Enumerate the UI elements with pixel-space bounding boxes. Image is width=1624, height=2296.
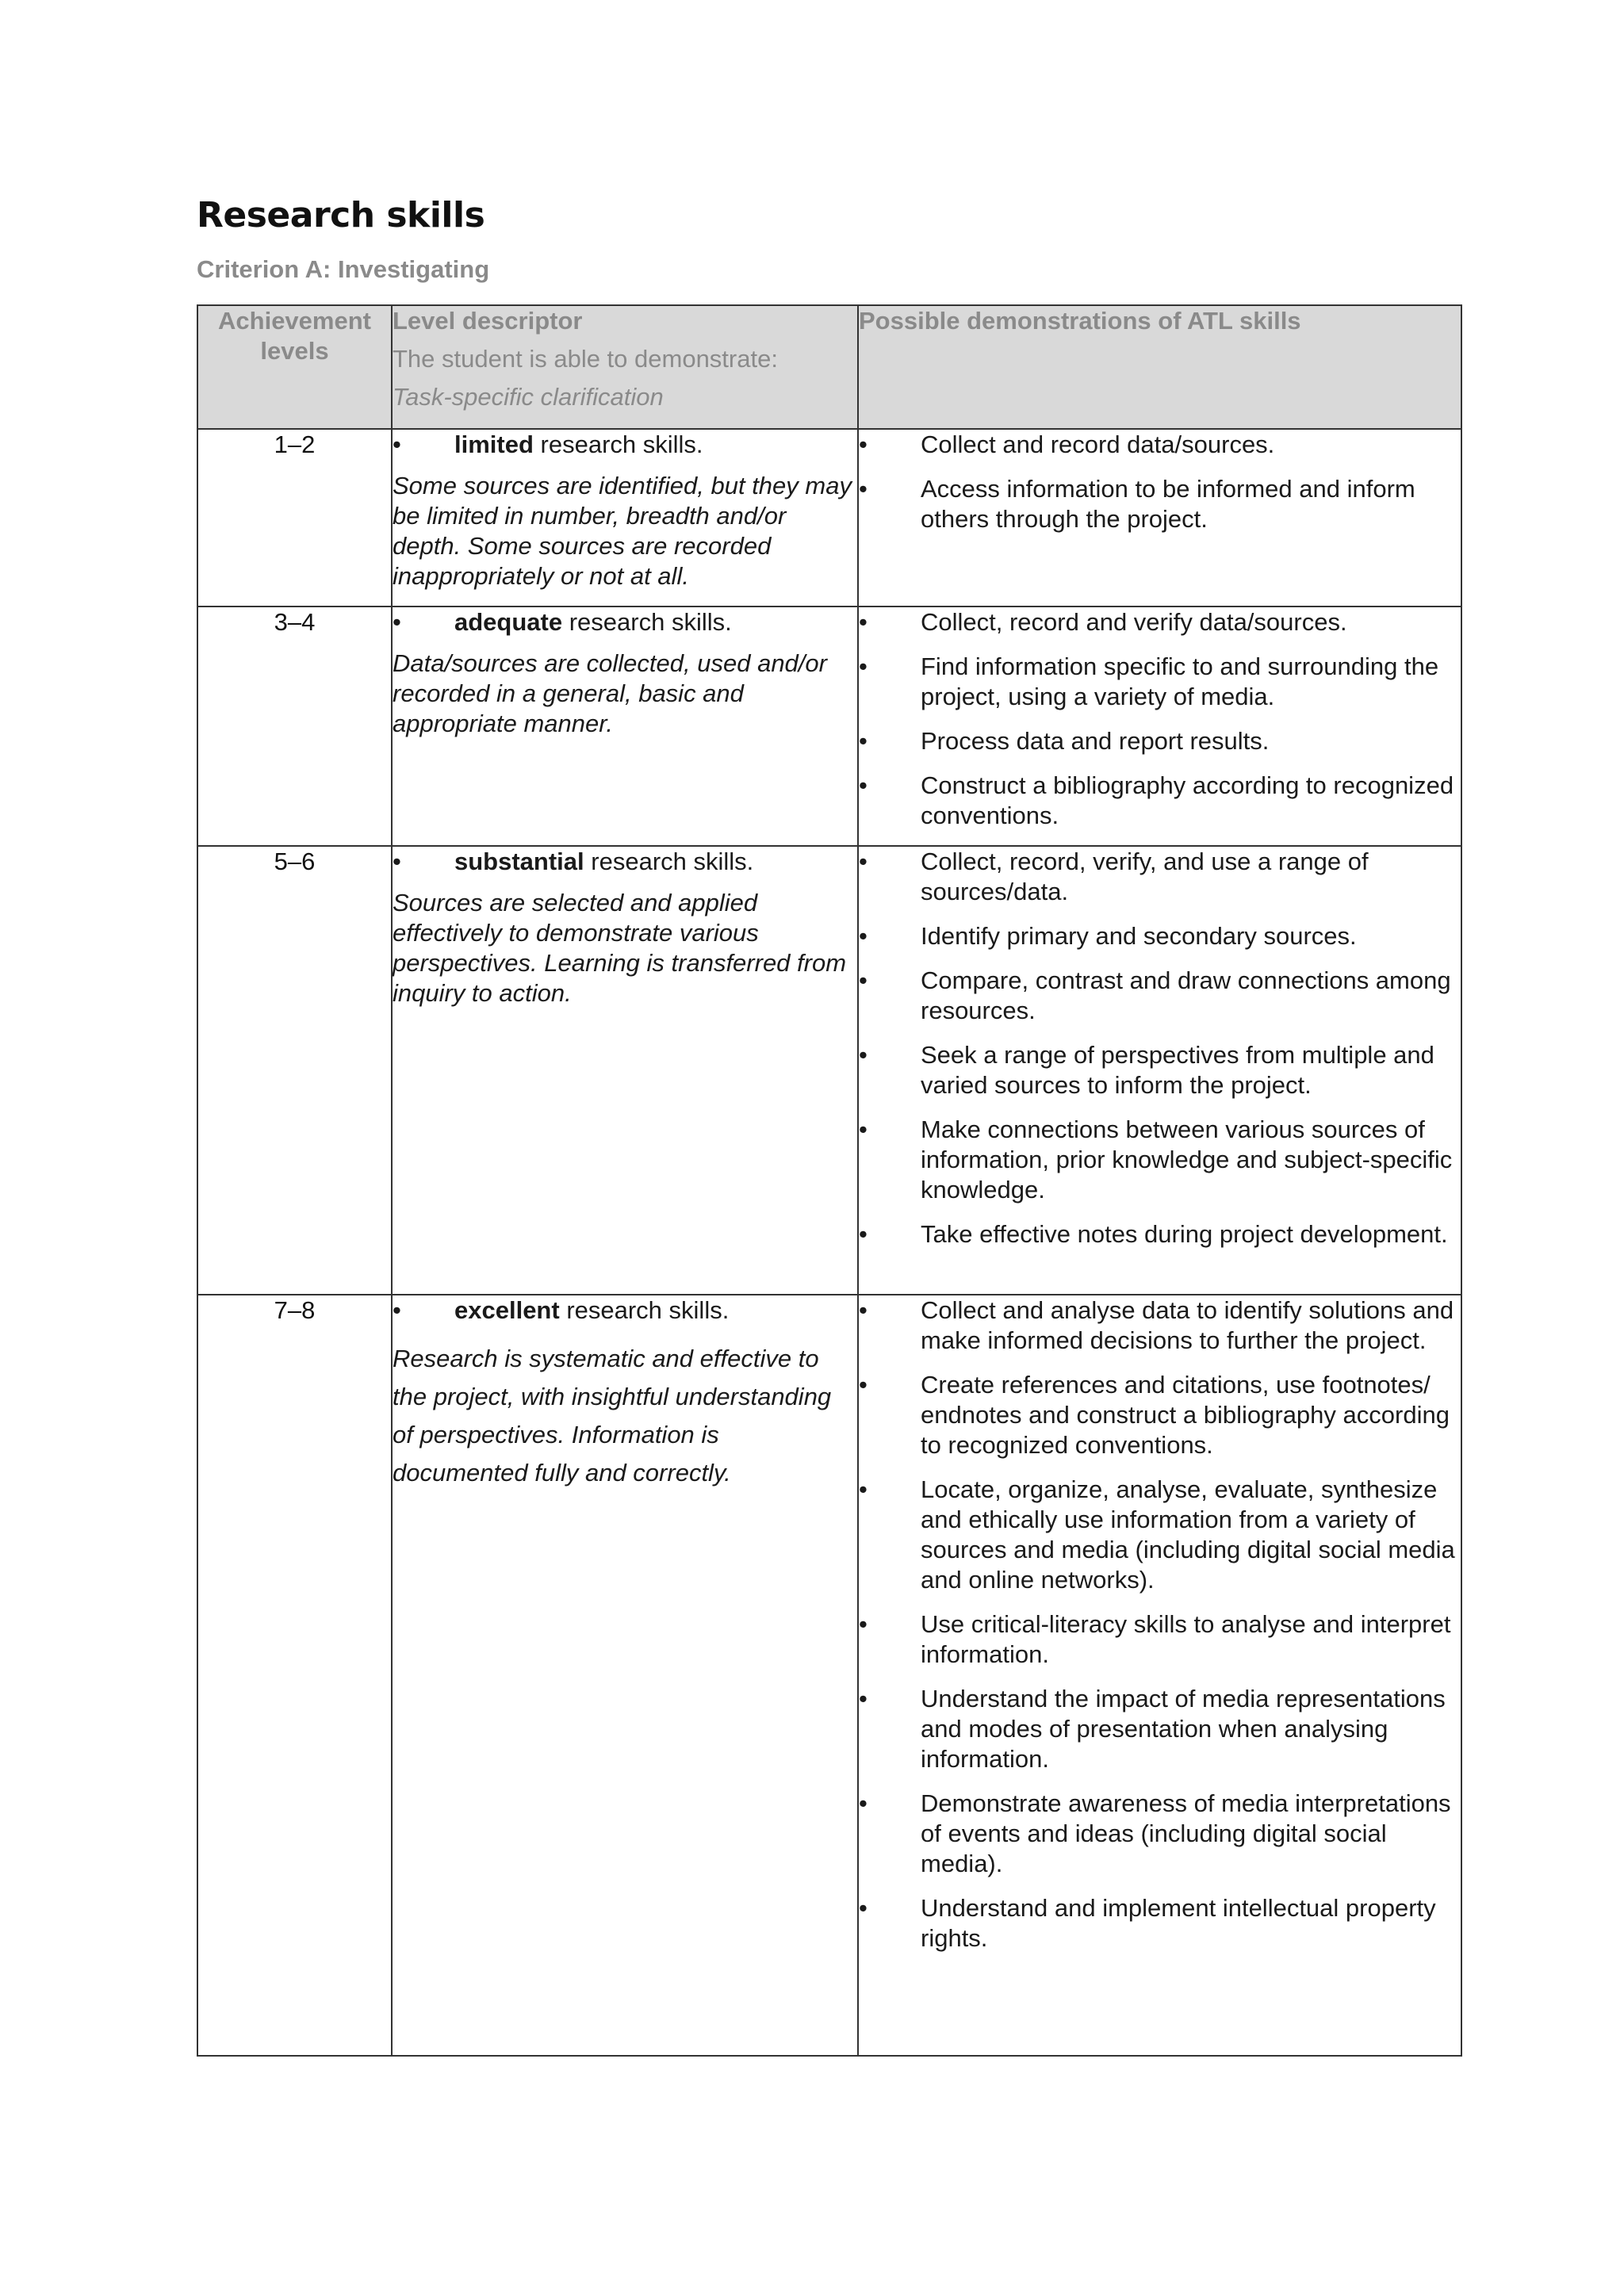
list-item-text: Use critical-literacy skills to analyse and interpret information. <box>921 1610 1451 1668</box>
atl-list <box>859 847 1461 1249</box>
descriptor-text: research skills. <box>584 848 754 875</box>
level-cell: 1–2 <box>197 429 392 607</box>
list-item-text: Process data and report results. <box>921 727 1270 755</box>
atl-list <box>859 430 1461 534</box>
descriptor-text: research skills. <box>533 430 703 458</box>
descriptor-cell <box>392 846 858 1295</box>
bullet-icon: • <box>859 1115 868 1143</box>
list-item-text: Locate, organize, analyse, evaluate, synthesize and ethically use information from a variety of sources and media (including digital social media and online networks). <box>921 1475 1455 1594</box>
criterion-subtitle: Criterion A: Investigating <box>197 255 490 283</box>
bullet-icon: • <box>859 727 868 755</box>
bullet-icon: • <box>859 430 868 458</box>
atl-cell <box>858 429 1461 607</box>
atl-cell <box>858 846 1461 1295</box>
atl-cell <box>858 607 1461 846</box>
list-item-text: Create references and citations, use footnotes/ endnotes and construct a bibliography according to recognized conventions. <box>921 1371 1450 1459</box>
list-item-text: Seek a range of perspectives from multiple and varied sources to inform the project. <box>921 1041 1434 1099</box>
bullet-icon: • <box>859 652 868 680</box>
bullet-icon: • <box>859 1041 868 1069</box>
list-item <box>859 1609 1461 1670</box>
list-item <box>859 1040 1461 1100</box>
table-row <box>197 1295 1461 2056</box>
bullet-icon: • <box>393 608 401 636</box>
bullet-icon: • <box>859 966 868 994</box>
list-item <box>859 607 1461 637</box>
bullet-icon: • <box>859 608 868 636</box>
descriptor-bullet <box>393 430 857 460</box>
list-item <box>859 652 1461 712</box>
list-item <box>859 474 1461 534</box>
list-item-text: Identify primary and secondary sources. <box>921 922 1357 950</box>
descriptor-cell <box>392 607 858 846</box>
list-item <box>859 1219 1461 1249</box>
list-item-text: Collect and analyse data to identify solutions and make informed decisions to further the project. <box>921 1296 1454 1354</box>
list-item <box>859 430 1461 460</box>
clarification-text: Some sources are identified, but they may be limited in number, breadth and/or depth. Some sources are recorded inappropriately or not at all. <box>393 472 852 590</box>
list-item <box>859 1475 1461 1595</box>
bullet-icon: • <box>859 1610 868 1638</box>
level-descriptor-subtitle: The student is able to demonstrate: <box>393 345 778 373</box>
list-item <box>859 921 1461 951</box>
list-item <box>859 966 1461 1026</box>
bullet-icon: • <box>859 1894 868 1922</box>
list-item <box>859 1789 1461 1879</box>
descriptor-keyword: substantial <box>454 848 584 875</box>
bullet-icon: • <box>859 848 868 875</box>
list-item <box>859 1893 1461 1954</box>
list-item-text: Understand and implement intellectual property rights. <box>921 1894 1436 1952</box>
bullet-icon: • <box>859 1685 868 1712</box>
list-item <box>859 1370 1461 1460</box>
list-item-text: Construct a bibliography according to recognized conventions. <box>921 771 1454 829</box>
bullet-icon: • <box>393 1296 401 1324</box>
list-item <box>859 1684 1461 1774</box>
descriptor-keyword: excellent <box>454 1296 560 1324</box>
descriptor-keyword: adequate <box>454 608 563 636</box>
descriptor-text: research skills. <box>562 608 732 636</box>
level-cell: 7–8 <box>197 1295 392 2056</box>
list-item-text: Access information to be informed and inform others through the project. <box>921 475 1415 533</box>
bullet-icon: • <box>859 1220 868 1248</box>
achievement-levels-line1: Achievement <box>218 307 371 335</box>
list-item <box>859 726 1461 756</box>
descriptor-cell <box>392 1295 858 2056</box>
atl-skills-header <box>858 305 1461 429</box>
list-item-text: Make connections between various sources of information, prior knowledge and subject-specific knowledge. <box>921 1115 1453 1203</box>
bullet-icon: • <box>859 1475 868 1503</box>
atl-list <box>859 607 1461 831</box>
descriptor-keyword: limited <box>454 430 534 458</box>
list-item-text: Collect, record and verify data/sources. <box>921 608 1347 636</box>
list-item-text: Demonstrate awareness of media interpretations of events and ideas (including digital social media). <box>921 1789 1451 1877</box>
list-item-text: Collect and record data/sources. <box>921 430 1275 458</box>
task-clarification-label: Task-specific clarification <box>393 383 664 411</box>
bullet-icon: • <box>859 1371 868 1399</box>
table-row <box>197 607 1461 846</box>
atl-skills-title: Possible demonstrations of ATL skills <box>859 307 1301 335</box>
descriptor-text: research skills. <box>559 1296 730 1324</box>
descriptor-bullet <box>393 847 857 877</box>
descriptor-bullet <box>393 607 857 637</box>
list-item <box>859 771 1461 831</box>
descriptor-cell <box>392 429 858 607</box>
clarification-text: Research is systematic and effective to the project, with insightful understanding of perspectives. Information is documented fully and correctly. <box>393 1345 832 1487</box>
atl-list <box>859 1295 1461 1954</box>
list-item-text: Collect, record, verify, and use a range of sources/data. <box>921 848 1369 905</box>
list-item-text: Compare, contrast and draw connections among resources. <box>921 966 1451 1024</box>
bullet-icon: • <box>393 848 401 875</box>
list-item <box>859 1115 1461 1205</box>
table-row <box>197 846 1461 1295</box>
list-item <box>859 847 1461 907</box>
level-descriptor-title: Level descriptor <box>393 307 583 335</box>
level-cell: 5–6 <box>197 846 392 1295</box>
descriptor-bullet <box>393 1295 857 1326</box>
bullet-icon: • <box>393 430 401 458</box>
page-title: Research skills <box>197 195 485 235</box>
header-row <box>197 305 1461 429</box>
atl-cell <box>858 1295 1461 2056</box>
table-row <box>197 429 1461 607</box>
list-item-text: Take effective notes during project development. <box>921 1220 1448 1248</box>
bullet-icon: • <box>859 1296 868 1324</box>
list-item-text: Understand the impact of media representations and modes of presentation when analysing information. <box>921 1685 1446 1773</box>
bullet-icon: • <box>859 1789 868 1817</box>
clarification-text: Data/sources are collected, used and/or recorded in a general, basic and appropriate manner. <box>393 649 827 737</box>
level-cell: 3–4 <box>197 607 392 846</box>
list-item <box>859 1295 1461 1356</box>
achievement-levels-header <box>197 305 392 429</box>
rubric-table <box>197 304 1462 2057</box>
achievement-levels-line2: levels <box>260 337 329 365</box>
level-descriptor-header <box>392 305 858 429</box>
bullet-icon: • <box>859 771 868 799</box>
bullet-icon: • <box>859 922 868 950</box>
list-item-text: Find information specific to and surrounding the project, using a variety of media. <box>921 652 1439 710</box>
clarification-text: Sources are selected and applied effectively to demonstrate various perspectives. Learning is transferred from inquiry to action. <box>393 889 847 1007</box>
bullet-icon: • <box>859 475 868 503</box>
